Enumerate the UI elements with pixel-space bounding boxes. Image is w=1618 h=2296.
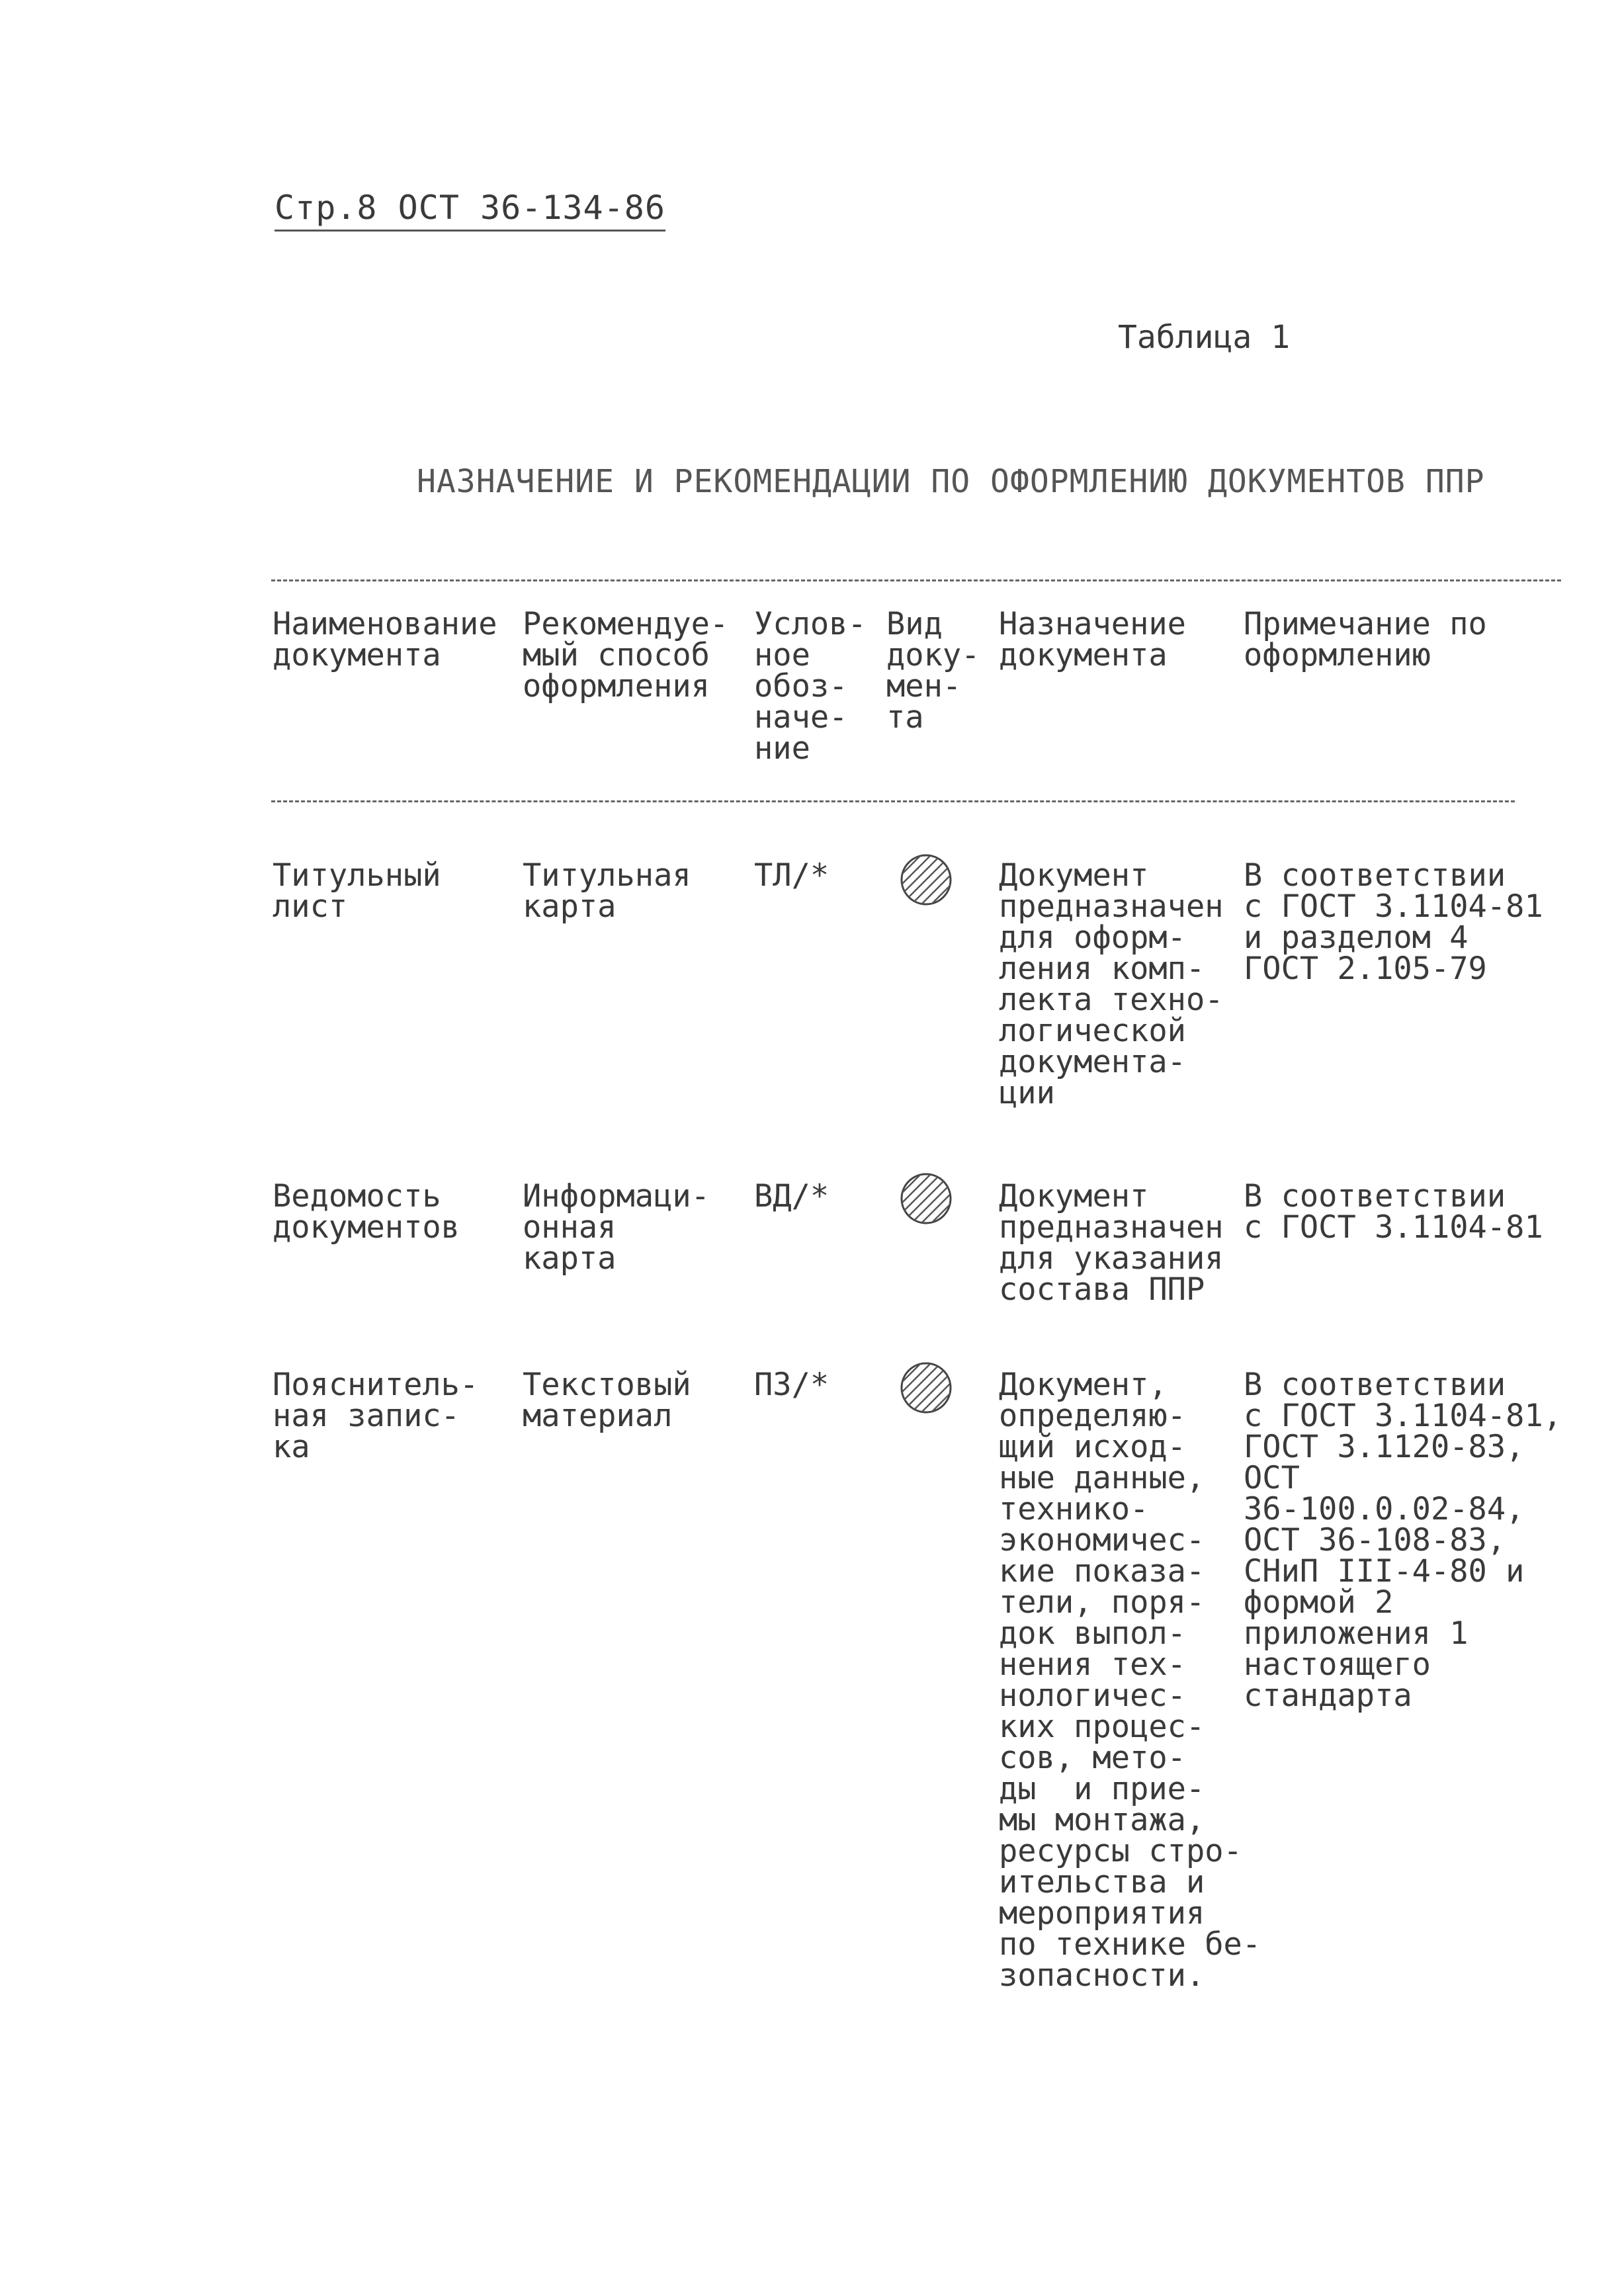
table-top-rule [271, 579, 1561, 581]
table-label: Таблица 1 [1118, 319, 1291, 356]
row-2-purpose: Документ предназначен для указания состава ППР [999, 1178, 1224, 1308]
row-1-method: Титульная карта [523, 857, 691, 925]
row-2-name: Ведомость документов [273, 1178, 460, 1246]
row-3-name: Пояснитель- ная запис- ка [273, 1367, 479, 1465]
row-3-purpose: Документ, определяю- щий исход- ные данные, технико- экономичес- кие показа- тели, поря- док выпол- нения тех- нологичес- ких процес- сов, мето- ды и прие- мы монтажа, ресурсы стро- ительства и мероприятия по технике бе- зопасности. [999, 1367, 1261, 1994]
column-header-method: Рекомендуе- мый способ оформления [523, 606, 729, 704]
hatched-circle-icon [900, 853, 953, 906]
row-3-code: ПЗ/* [754, 1367, 830, 1403]
row-2-note: В соответствии с ГОСТ 3.1104-81 [1244, 1178, 1543, 1246]
hatched-circle-icon [900, 1361, 953, 1414]
page-header: Стр.8 ОСТ 36-134-86 [275, 189, 665, 232]
column-header-type: Вид доку- мен- та [886, 606, 980, 736]
table-title: НАЗНАЧЕНИЕ И РЕКОМЕНДАЦИИ ПО ОФОРМЛЕНИЮ ДОКУМЕНТОВ ППР [417, 463, 1485, 500]
row-3-method: Текстовый материал [523, 1367, 691, 1434]
hatched-circle-icon [900, 1172, 953, 1225]
row-1-note: В соответствии с ГОСТ 3.1104-81 и разделом 4 ГОСТ 2.105-79 [1244, 857, 1543, 987]
column-header-note: Примечание по оформлению [1244, 606, 1487, 673]
table-header-rule [271, 800, 1515, 802]
column-header-purpose: Назначение документа [999, 606, 1186, 673]
row-2-method: Информаци- онная карта [523, 1178, 710, 1277]
column-header-code: Услов- ное обоз- наче- ние [754, 606, 867, 767]
column-header-name: Наименование документа [273, 606, 497, 673]
row-1-name: Титульный лист [273, 857, 441, 925]
row-3-note: В соответствии с ГОСТ 3.1104-81, ГОСТ 3.1120-83, ОСТ 36-100.0.02-84, ОСТ 36-108-83, СНиП III-4-80 и формой 2 приложения 1 настоящего стандарта [1244, 1367, 1562, 1714]
row-1-purpose: Документ предназначен для оформ- ления комп- лекта техно- логической документа- ции [999, 857, 1224, 1111]
row-2-code: ВД/* [754, 1178, 830, 1214]
row-1-code: ТЛ/* [754, 857, 830, 894]
